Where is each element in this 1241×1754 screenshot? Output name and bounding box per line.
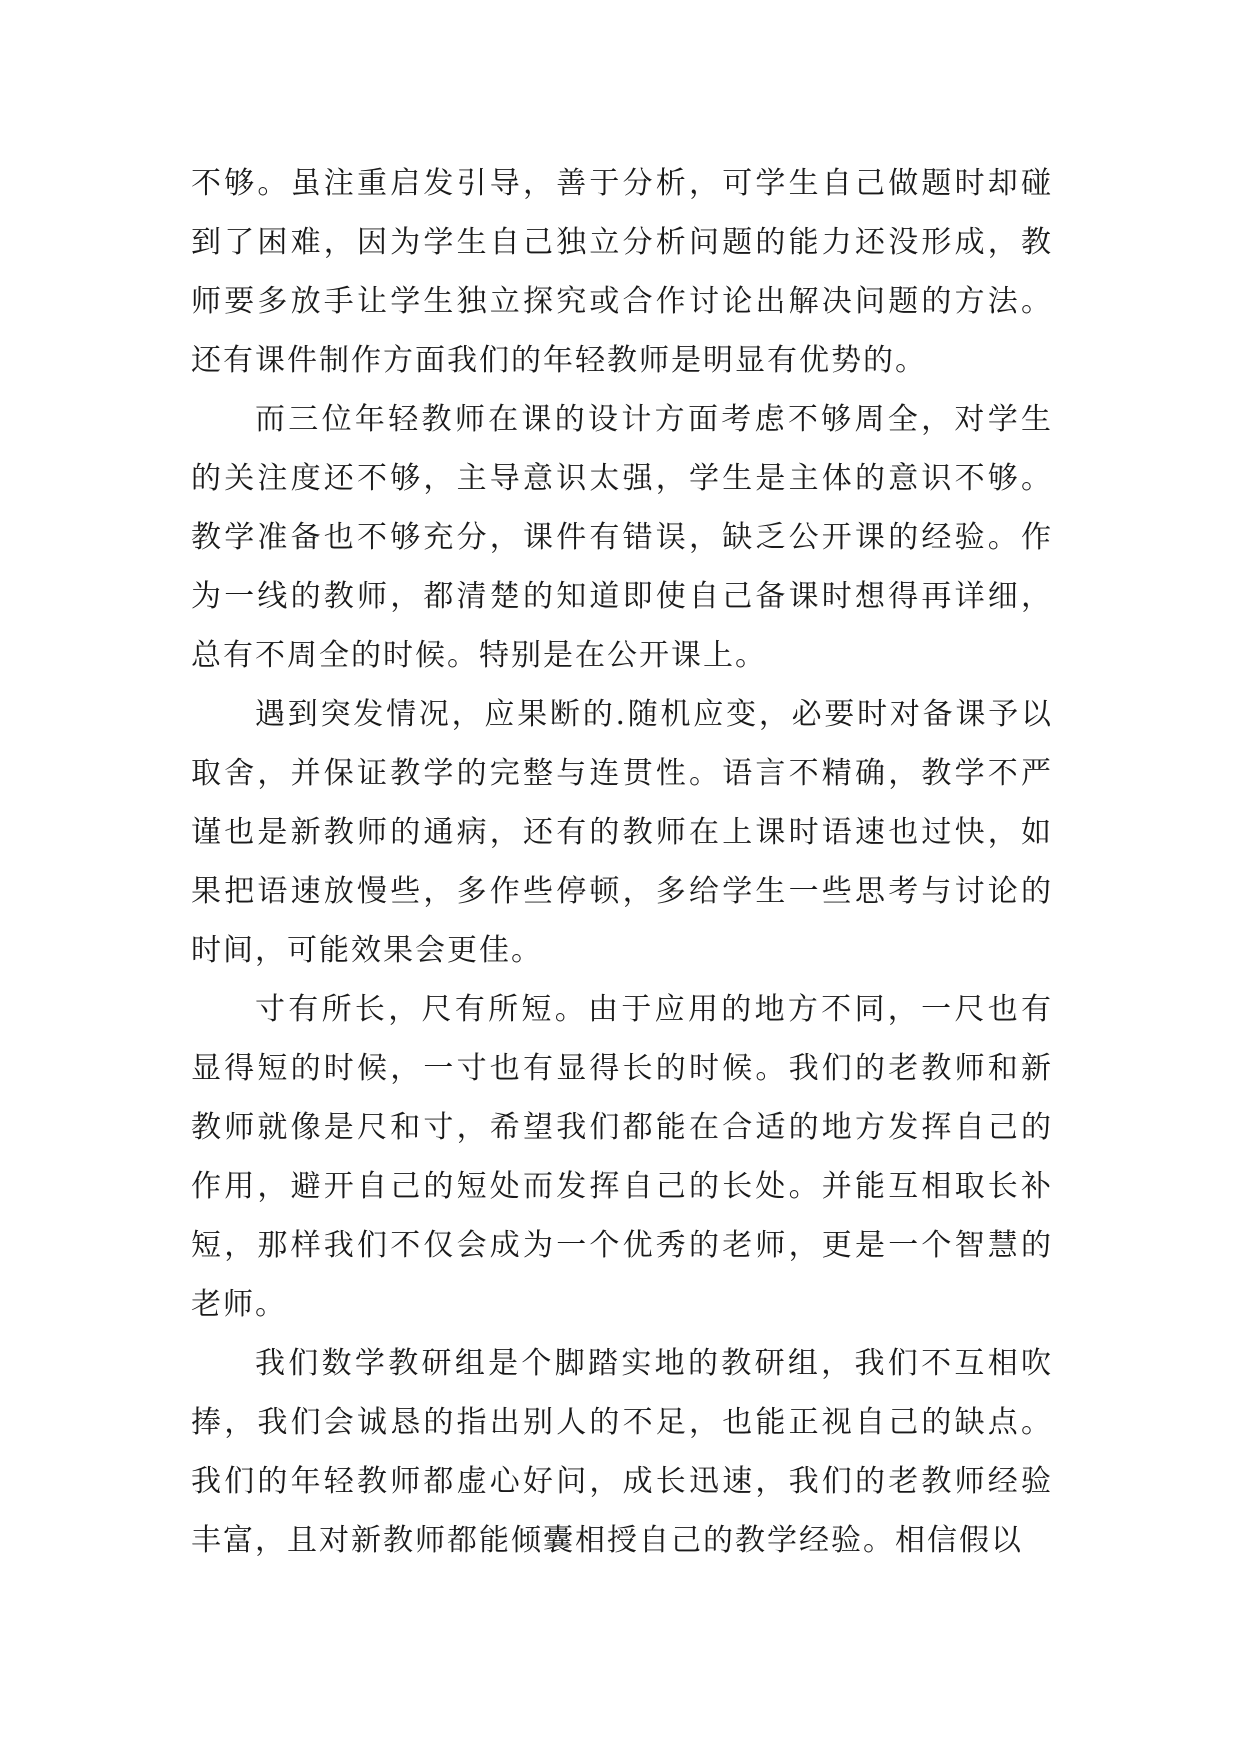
paragraph-1: 不够。虽注重启发引导，善于分析，可学生自己做题时却碰到了困难，因为学生自己独立分析问题的能力还没形成，教师要多放手让学生独立探究或合作讨论出解决问题的方法。还有课件制作方面我们的年轻教师是明显有优势的。 <box>191 166 1053 378</box>
paragraph-2: 而三位年轻教师在课的设计方面考虑不够周全，对学生的关注度还不够，主导意识太强，学生是主体的意识不够。教学准备也不够充分，课件有错误，缺乏公开课的经验。作为一线的教师，都清楚的知道即使自己备课时想得再详细，总有不周全的时候。特别是在公开课上。 <box>191 402 1053 673</box>
document-body <box>191 154 1053 1570</box>
paragraph-4: 寸有所长，尺有所短。由于应用的地方不同，一尺也有显得短的时候，一寸也有显得长的时候。我们的老教师和新教师就像是尺和寸，希望我们都能在合适的地方发挥自己的作用，避开自己的短处而发挥自己的长处。并能互相取长补短，那样我们不仅会成为一个优秀的老师，更是一个智慧的老师。 <box>191 992 1053 1322</box>
paragraph-3: 遇到突发情况，应果断的.随机应变，必要时对备课予以取舍，并保证教学的完整与连贯性。语言不精确，教学不严谨也是新教师的通病，还有的教师在上课时语速也过快，如果把语速放慢些，多作些停顿，多给学生一些思考与讨论的时间，可能效果会更佳。 <box>191 697 1053 968</box>
paragraph-5: 我们数学教研组是个脚踏实地的教研组，我们不互相吹捧，我们会诚恳的指出别人的不足，也能正视自己的缺点。我们的年轻教师都虚心好问，成长迅速，我们的老教师经验丰富，且对新教师都能倾囊相授自己的教学经验。相信假以 <box>191 1346 1053 1558</box>
